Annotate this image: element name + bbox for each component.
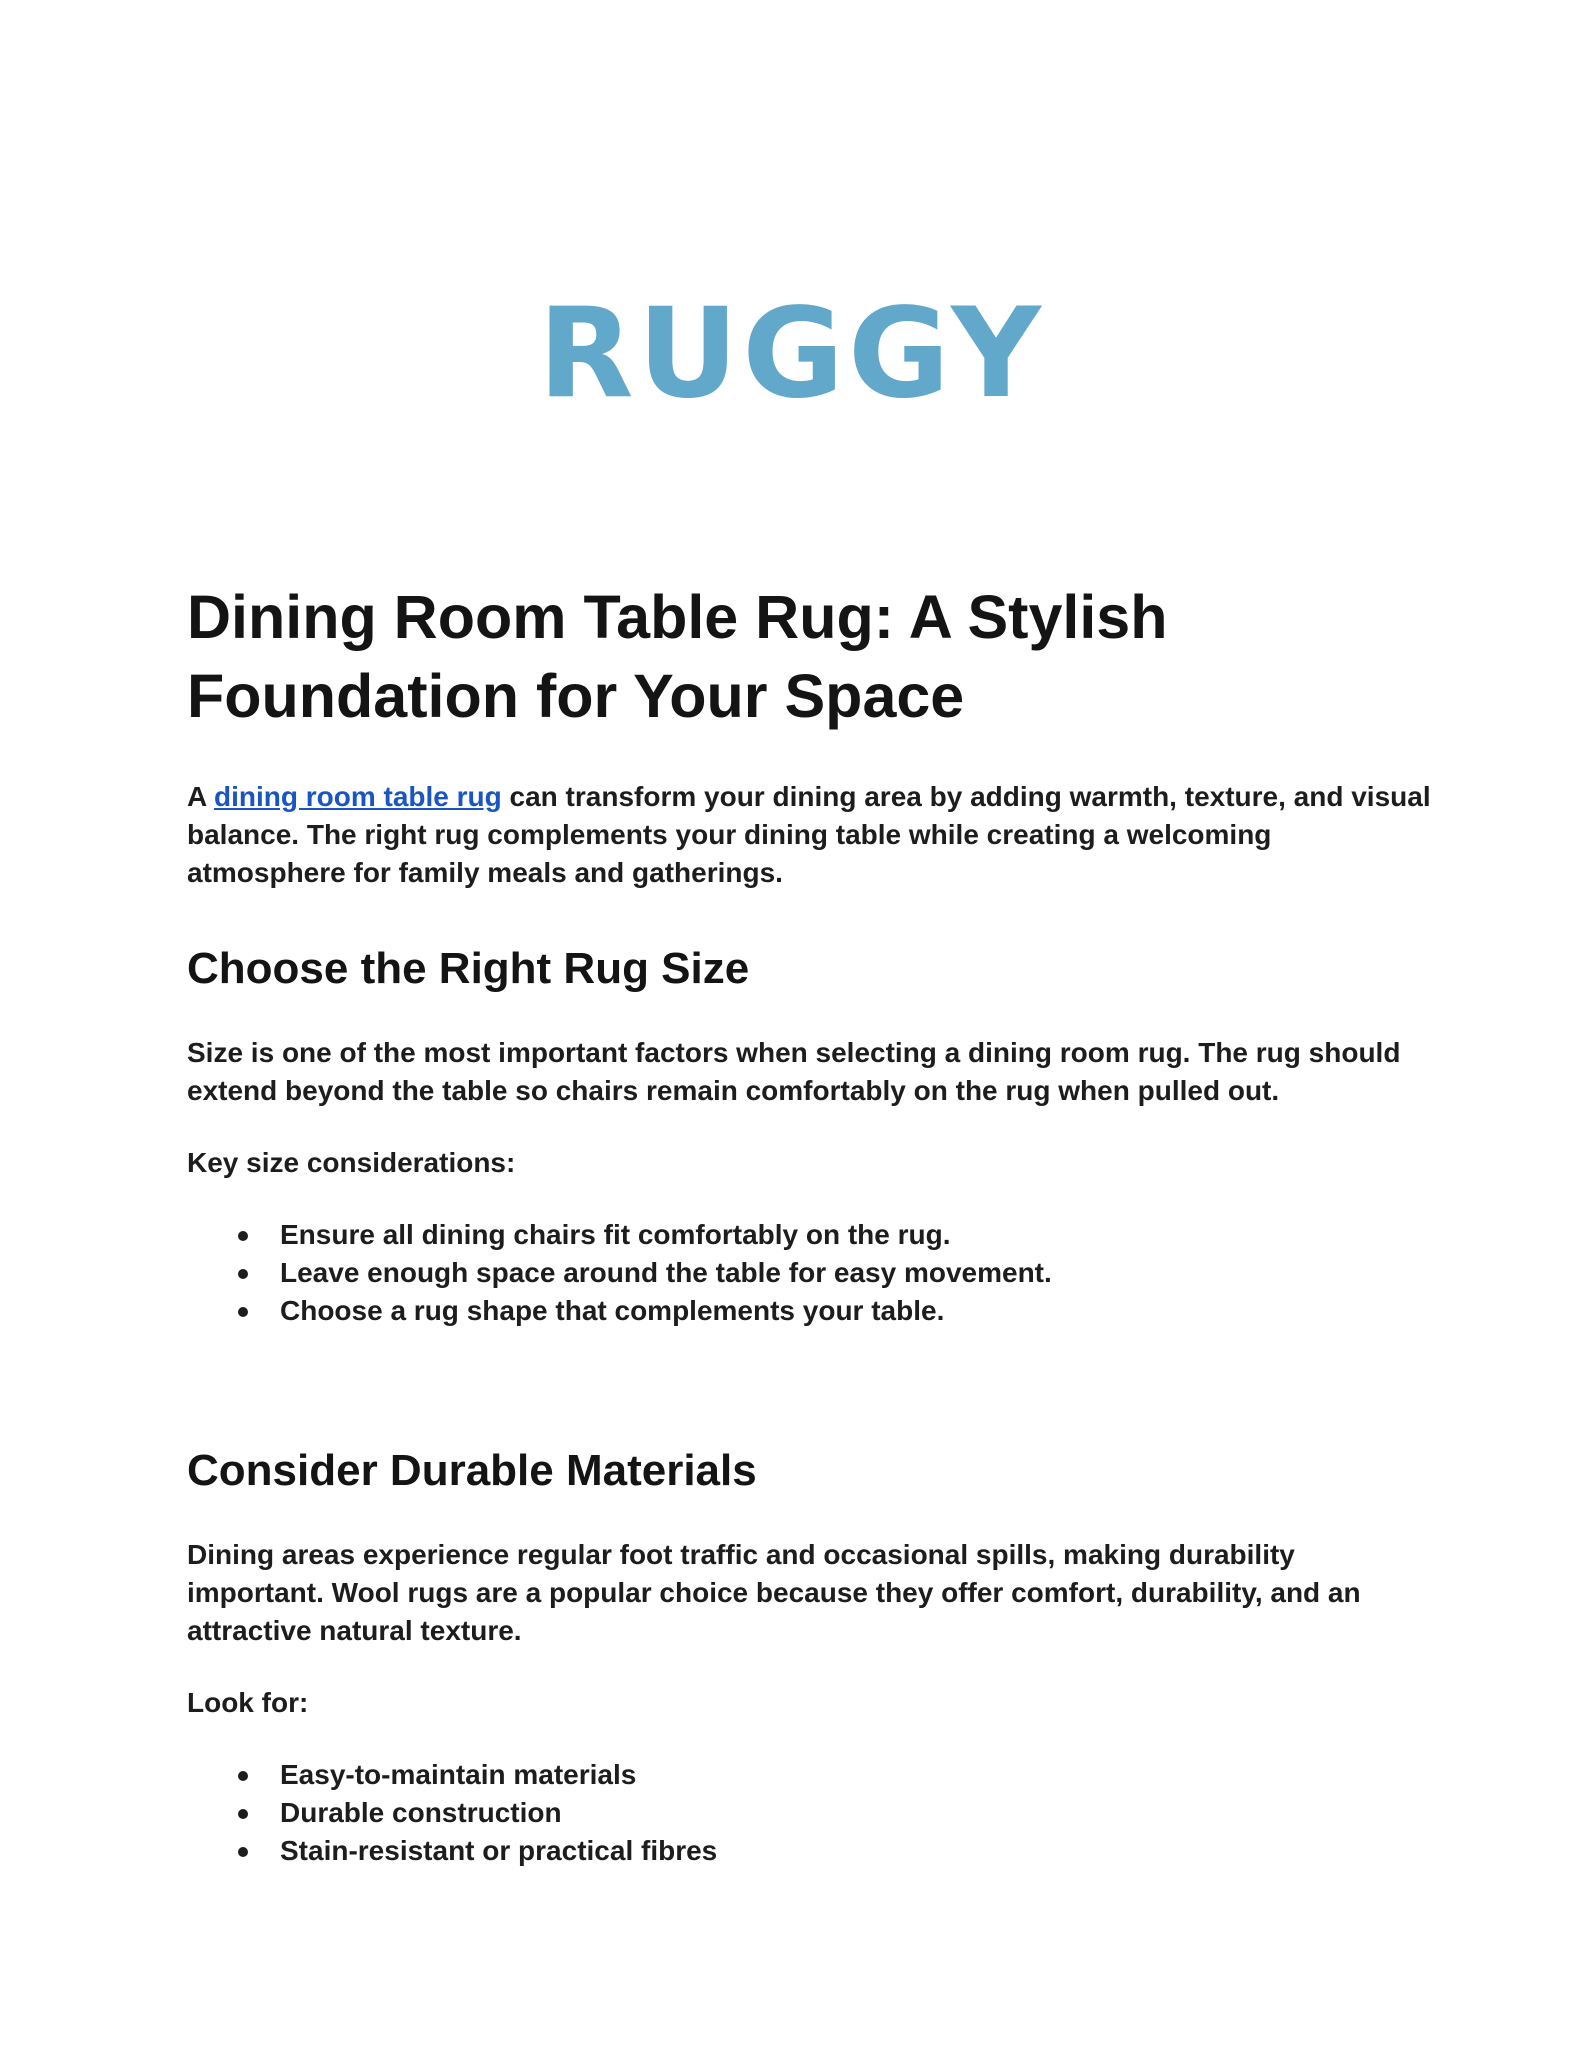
list-label-size-considerations: Key size considerations: bbox=[187, 1147, 516, 1178]
bullet-list-look-for bbox=[187, 1756, 1437, 1870]
list-item: Easy-to-maintain materials bbox=[187, 1756, 1437, 1794]
ruggy-logo: RUGGY bbox=[538, 282, 1045, 426]
page-title: Dining Room Table Rug: A Stylish Foundation for Your Space bbox=[187, 583, 1168, 730]
intro-lead: A bbox=[187, 781, 207, 812]
list-item: Choose a rug shape that complements your table. bbox=[187, 1292, 1437, 1330]
article bbox=[187, 578, 1437, 1870]
list-item: Durable construction bbox=[187, 1794, 1437, 1832]
section-heading-rug-size: Choose the Right Rug Size bbox=[187, 944, 750, 993]
list-label-look-for: Look for: bbox=[187, 1687, 309, 1718]
list-item: Stain-resistant or practical fibres bbox=[187, 1832, 1437, 1870]
bullet-list-size-considerations bbox=[187, 1216, 1437, 1330]
list-item: Leave enough space around the table for easy movement. bbox=[187, 1254, 1437, 1292]
intro-paragraph bbox=[187, 778, 1437, 892]
section-heading-durable-materials: Consider Durable Materials bbox=[187, 1446, 757, 1495]
intro-rest: can transform your dining area by adding warmth, texture, and visual balance. The right rug complements your dining table while creating a welcoming atmosphere for family meals and gatherings. bbox=[187, 781, 1431, 888]
list-item: Ensure all dining chairs fit comfortably on the rug. bbox=[187, 1216, 1437, 1254]
section-paragraph-durable-materials: Dining areas experience regular foot traffic and occasional spills, making durability important. Wool rugs are a popular choice because they offer comfort, durability, and an attractive natural texture. bbox=[187, 1539, 1361, 1646]
section-paragraph-rug-size: Size is one of the most important factors when selecting a dining room rug. The rug should extend beyond the table so chairs remain comfortably on the rug when pulled out. bbox=[187, 1037, 1401, 1106]
dining-room-table-rug-link[interactable]: dining room table rug bbox=[213, 781, 502, 812]
